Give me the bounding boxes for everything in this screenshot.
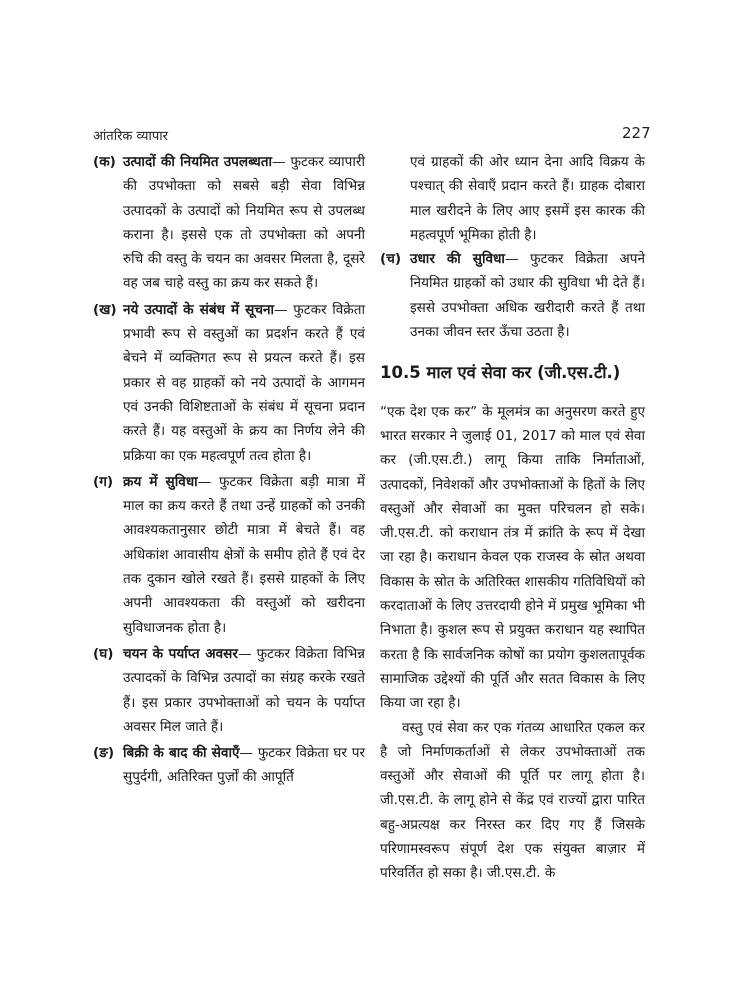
item-marker: (ख) — [93, 301, 117, 318]
item-heading: बिक्री के बाद की सेवाएँ — [123, 745, 240, 762]
chapter-title: आंतरिक व्यापार — [93, 129, 168, 144]
paragraph: “एक देश एक कर” के मूलमंत्र का अनुसरण करते हुए भारत सरकार ने जुलाई 01, 2017 को माल एवं सेवा कर (जी.एस.टी.) लागू किया ताकि निर्माताओं, उत्पादकों, निवेशकों और उपभोक्ताओं के हितों के लिए वस्तुओं और सेवाओं का मुक्त परिचलन हो सके। जी.एस.टी. को कराधान तंत्र में क्रांति के रूप में देखा जा रहा है। कराधान केवल एक राजस्व के स्रोत अथवा विकास के स्रोत के अतिरिक्त शासकीय गतिविधियों को करदाताओं के लिए उत्तरदायी होने में प्रमुख भूमिका भी निभाता है। कुशल रूप से प्रयुक्त कराधान यह स्थापित करता है कि सार्वजनिक कोषों का प्रयोग कुशलतापूर्वक सामाजिक उद्देश्यों की पूर्ति और सतत विकास के लिए किया जा रहा है। — [380, 403, 645, 712]
list-item — [93, 470, 365, 640]
left-column — [93, 150, 365, 792]
list-item — [93, 298, 365, 468]
item-marker: (च) — [380, 251, 402, 268]
item-text: — फुटकर विक्रेता प्रभावी रूप से वस्तुओं का प्रदर्शन करते हैं एवं बेचने में व्यक्तिगत रूप से प्रयत्न करते हैं। इस प्रकार से वह ग्राहकों को नये उत्पादों के आगमन एवं उनकी विशिष्टताओं के संबंध में सूचना प्रदान करते हैं। यह वस्तुओं के क्रय का निर्णय लेने की प्रक्रिया का एक महत्वपूर्ण तत्व होता है। — [123, 301, 365, 464]
item-heading: नये उत्पादों के संबंध में सूचना — [123, 301, 275, 318]
item-marker: (ङ) — [93, 745, 115, 762]
item-text: — फुटकर विक्रेता विभिन्न उत्पादकों के विभिन्न उत्पादों का संग्रह करके रखते हैं। इस प्रकार उपभोक्ताओं को चयन के पर्याप्त अवसर मिल जाते हैं। — [123, 645, 365, 735]
list-item — [93, 642, 365, 739]
list-item — [380, 247, 645, 344]
list-item — [93, 741, 365, 790]
right-column — [380, 150, 645, 886]
item-text: — फुटकर विक्रेता अपने नियमित ग्राहकों को उधार की सुविधा भी देते हैं। इससे उपभोक्ता अधिक खरीदारी करते हैं तथा उनका जीवन स्तर ऊँचा उठता है। — [410, 251, 646, 341]
item-text: — फुटकर व्यापारी की उपभोक्ता को सबसे बड़ी सेवा विभिन्न उत्पादकों के उत्पादों को नियमित रूप से उपलब्ध कराना है। इससे एक तो उपभोक्ता को अपनी रुचि की वस्तु के चयन का अवसर मिलता है, दूसरे वह जब चाहे वस्तु का क्रय कर सकते हैं। — [123, 154, 366, 292]
page-number: 227 — [622, 124, 651, 142]
item-text: — फुटकर विक्रेता घर पर सुपुर्दगी, अतिरिक्त पुर्ज़ों की आपूर्ति — [123, 745, 365, 786]
item-marker: (क) — [93, 154, 116, 170]
continued-item-text: एवं ग्राहकों की ओर ध्यान देना आदि विक्रय के पश्चात् की सेवाएँ प्रदान करते हैं। ग्राहक दोबारा माल खरीदने के लिए आए इसमें इस कारक की महत्वपूर्ण भूमिका होती है। — [410, 154, 645, 243]
item-heading: चयन के पर्याप्त अवसर — [123, 645, 238, 662]
item-heading: क्रय में सुविधा — [123, 473, 198, 490]
item-marker: (घ) — [93, 645, 114, 662]
item-text: — फुटकर विक्रेता बड़ी मात्रा में माल का क्रय करते हैं तथा उन्हें ग्राहकों को उनकी आवश्यकतानुसार छोटी मात्रा में बेचते हैं। वह अधिकांश आवासीय क्षेत्रों के समीप होते हैं एवं देर तक दुकान खोले रखते हैं। इससे ग्राहकों के लिए अपनी आवश्यकता की वस्तुओं को खरीदना सुविधाजनक होता है। — [123, 473, 365, 636]
paragraph: वस्तु एवं सेवा कर एक गंतव्य आधारित एकल कर है जो निर्माणकर्ताओं से लेकर उपभोक्ताओं तक वस्तुओं और सेवाओं की पूर्ति पर लागू होता है। जी.एस.टी. के लागू होने से केंद्र एवं राज्यों द्वारा पारित बहु-अप्रत्यक्ष कर निरस्त कर दिए गए हैं जिसके परिणामस्वरूप संपूर्ण देश एक संयुक्त बाज़ार में परिवर्तित हो सका है। जी.एस.टी. के — [380, 719, 645, 882]
item-heading: उत्पादों की नियमित उपलब्धता — [123, 154, 273, 170]
item-marker: (ग) — [93, 473, 114, 490]
section-heading: 10.5 माल एवं सेवा कर (जी.एस.टी.) — [380, 363, 621, 383]
list-item — [93, 150, 365, 296]
item-heading: उधार की सुविधा — [410, 251, 505, 268]
